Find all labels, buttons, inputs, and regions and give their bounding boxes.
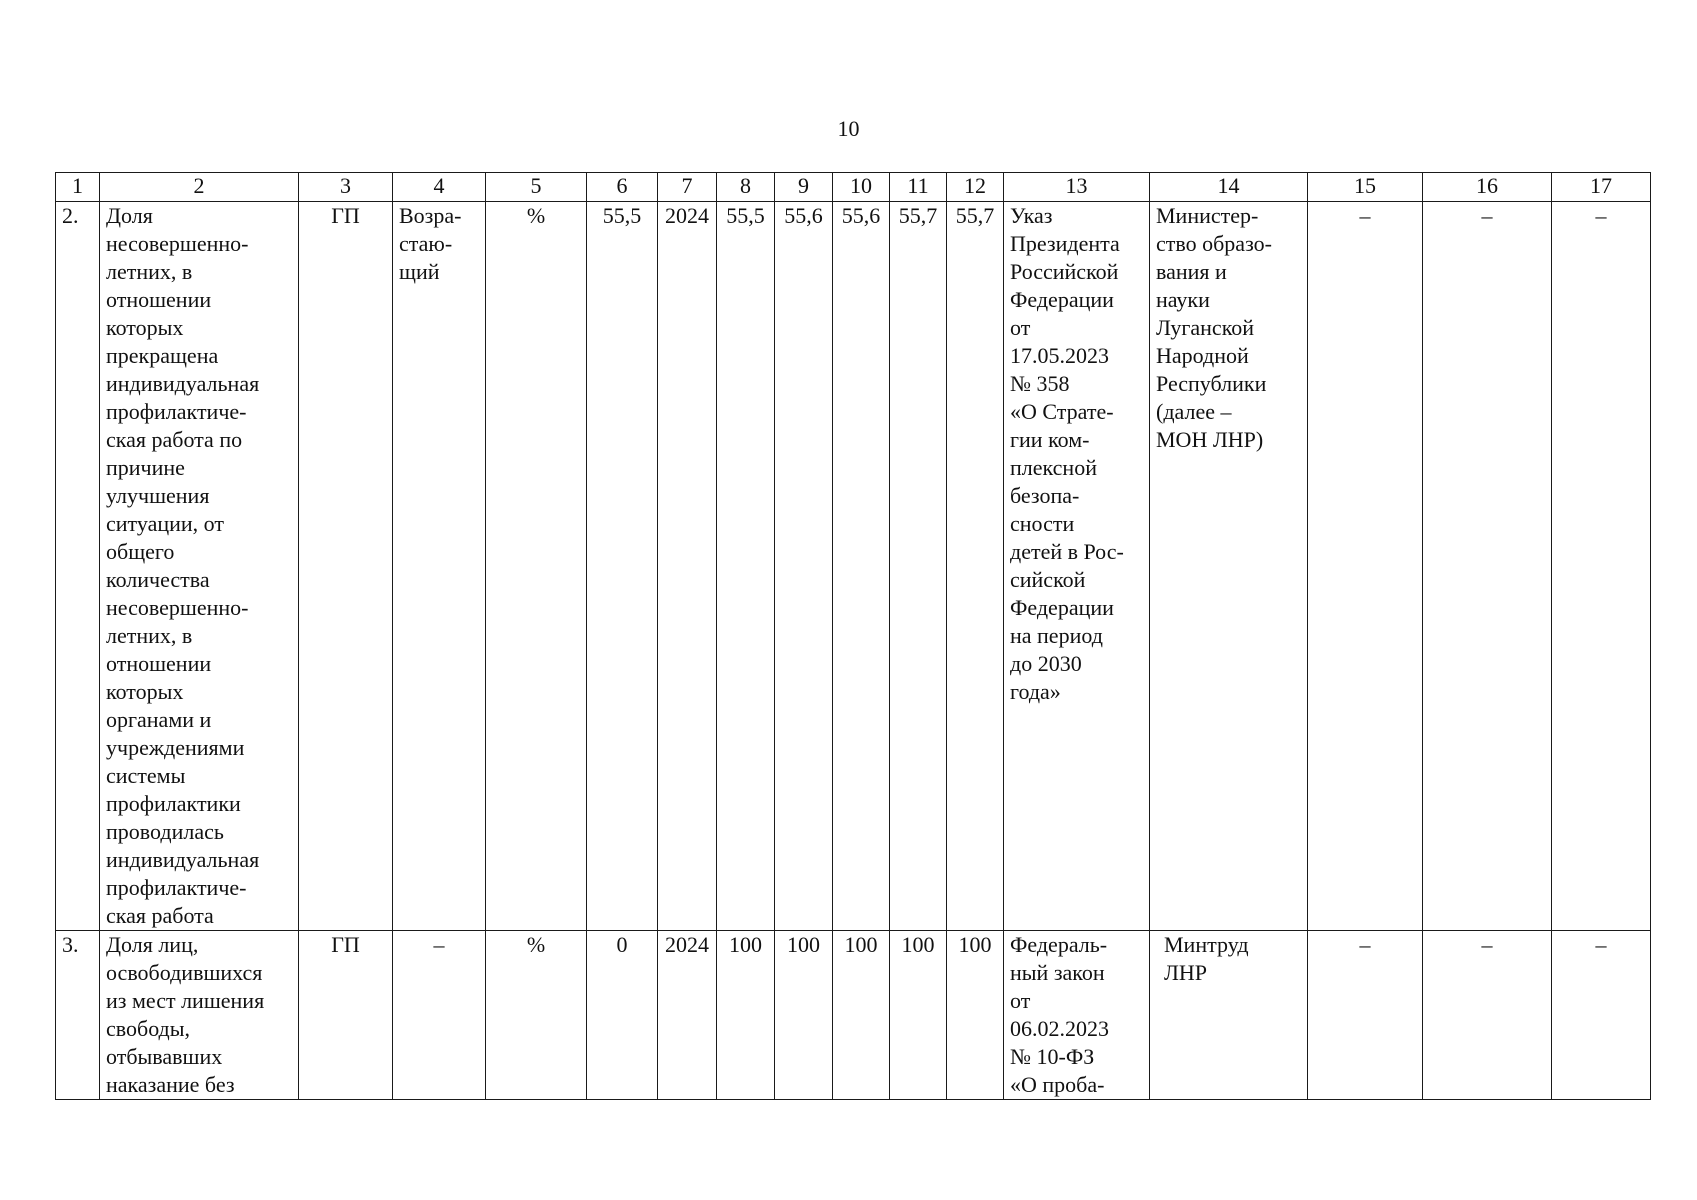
responsible-body (1150, 931, 1308, 1100)
header-row (56, 173, 1651, 202)
header-cell: 9 (775, 173, 833, 202)
cell-line: безопа- (1010, 483, 1080, 508)
value-col-8: 55,5 (717, 202, 775, 931)
cell-line: ство образо- (1156, 231, 1272, 256)
cell-line: улучшения (106, 483, 210, 508)
cell-line: которых (106, 679, 184, 704)
cell-line: плексной (1010, 455, 1097, 480)
value-col-12: 100 (947, 931, 1004, 1100)
base-year: 2024 (658, 931, 717, 1100)
cell-line: Министер- (1156, 203, 1259, 228)
header-cell: 5 (486, 173, 587, 202)
cell-line: Указ (1010, 203, 1053, 228)
base-value: 0 (587, 931, 658, 1100)
header-cell: 16 (1423, 173, 1552, 202)
cell-line: – (433, 932, 445, 957)
table-row (56, 931, 1651, 1100)
cell-line: «О проба- (1010, 1072, 1105, 1097)
header-cell: 17 (1552, 173, 1651, 202)
cell-line: ситуации, от (106, 511, 224, 536)
header-cell: 2 (100, 173, 299, 202)
header-cell: 10 (833, 173, 890, 202)
indicator-type: ГП (299, 202, 393, 931)
cell-line: № 358 (1010, 371, 1070, 396)
col-15-cell: – (1308, 202, 1423, 931)
cell-line: отношении (106, 287, 212, 312)
header-cell: 1 (56, 173, 100, 202)
cell-line: наказание без (106, 1072, 235, 1097)
cell-line: ская работа (106, 903, 214, 928)
cell-line: несовершенно- (106, 231, 249, 256)
cell-line: из мест лишения (106, 988, 265, 1013)
col-17-cell: – (1552, 931, 1651, 1100)
unit: % (486, 202, 587, 931)
header-cell: 15 (1308, 173, 1423, 202)
cell-line: Доля лиц, (106, 932, 199, 957)
cell-line: года» (1010, 679, 1061, 704)
indicator-trend (393, 202, 486, 931)
legal-document (1004, 202, 1150, 931)
row-number: 2. (56, 202, 100, 931)
cell-line: сности (1010, 511, 1075, 536)
header-cell: 11 (890, 173, 947, 202)
value-col-12: 55,7 (947, 202, 1004, 931)
cell-line: освободившихся (106, 960, 263, 985)
cell-line: Президента (1010, 231, 1120, 256)
value-col-9: 100 (775, 931, 833, 1100)
col-17-cell: – (1552, 202, 1651, 931)
cell-line: летних, в (106, 623, 193, 648)
indicator-name (100, 202, 299, 931)
cell-line: Федерации (1010, 595, 1114, 620)
legal-document (1004, 931, 1150, 1100)
value-col-10: 100 (833, 931, 890, 1100)
unit: % (486, 931, 587, 1100)
cell-line: от (1010, 315, 1031, 340)
value-col-11: 55,7 (890, 202, 947, 931)
table-row (56, 202, 1651, 931)
indicator-type: ГП (299, 931, 393, 1100)
cell-line: несовершенно- (106, 595, 249, 620)
cell-line: которых (106, 315, 184, 340)
cell-line: до 2030 (1010, 651, 1082, 676)
indicator-name (100, 931, 299, 1100)
cell-line: вания и (1156, 259, 1227, 284)
cell-line: МОН ЛНР) (1156, 427, 1264, 452)
cell-line: учреждениями (106, 735, 245, 760)
cell-line: 06.02.2023 (1010, 1016, 1109, 1041)
header-cell: 13 (1004, 173, 1150, 202)
cell-line: щий (399, 259, 440, 284)
cell-line: ская работа по (106, 427, 243, 452)
cell-line: индивидуальная (106, 847, 260, 872)
cell-line: отношении (106, 651, 212, 676)
cell-line: Народной (1156, 343, 1249, 368)
cell-line: Республики (1156, 371, 1267, 396)
value-col-10: 55,6 (833, 202, 890, 931)
cell-line: детей в Рос- (1010, 539, 1124, 564)
col-16-cell: – (1423, 202, 1552, 931)
cell-line: количества (106, 567, 210, 592)
header-cell: 6 (587, 173, 658, 202)
cell-line: общего (106, 539, 175, 564)
cell-line: 17.05.2023 (1010, 343, 1109, 368)
cell-line: стаю- (399, 231, 453, 256)
cell-line: Луганской (1156, 315, 1255, 340)
cell-line: Российской (1010, 259, 1119, 284)
cell-line: летних, в (106, 259, 193, 284)
cell-line: профилактиче- (106, 875, 247, 900)
value-col-8: 100 (717, 931, 775, 1100)
header-cell: 4 (393, 173, 486, 202)
cell-line: ный закон (1010, 960, 1105, 985)
cell-line: проводилась (106, 819, 224, 844)
cell-line: Доля (106, 203, 153, 228)
cell-line: гии ком- (1010, 427, 1090, 452)
value-col-9: 55,6 (775, 202, 833, 931)
cell-line: органами и (106, 707, 212, 732)
header-cell: 3 (299, 173, 393, 202)
cell-line: профилактиче- (106, 399, 247, 424)
cell-line: на период (1010, 623, 1103, 648)
cell-line: свободы, (106, 1016, 191, 1041)
responsible-body (1150, 202, 1308, 931)
cell-line: от (1010, 988, 1031, 1013)
cell-line: Федерации (1010, 287, 1114, 312)
cell-line: Возра- (399, 203, 462, 228)
cell-line: науки (1156, 287, 1210, 312)
cell-line: отбывавших (106, 1044, 223, 1069)
col-15-cell: – (1308, 931, 1423, 1100)
header-cell: 14 (1150, 173, 1308, 202)
cell-line: прекращена (106, 343, 219, 368)
cell-line: индивидуальная (106, 371, 260, 396)
cell-line: профилактики (106, 791, 241, 816)
cell-line: сийской (1010, 567, 1086, 592)
page-number: 10 (837, 116, 860, 141)
base-year: 2024 (658, 202, 717, 931)
cell-line: ЛНР (1164, 960, 1208, 985)
header-cell: 8 (717, 173, 775, 202)
cell-line: № 10-ФЗ (1010, 1044, 1095, 1069)
indicator-trend (393, 931, 486, 1100)
indicators-table (55, 172, 1651, 1100)
cell-line: «О Страте- (1010, 399, 1114, 424)
value-col-11: 100 (890, 931, 947, 1100)
header-cell: 7 (658, 173, 717, 202)
header-cell: 12 (947, 173, 1004, 202)
cell-line: системы (106, 763, 186, 788)
cell-line: Федераль- (1010, 932, 1108, 957)
row-number: 3. (56, 931, 100, 1100)
cell-line: (далее – (1156, 399, 1232, 424)
cell-line: причине (106, 455, 185, 480)
col-16-cell: – (1423, 931, 1552, 1100)
base-value: 55,5 (587, 202, 658, 931)
cell-line: Минтруд (1164, 932, 1249, 957)
